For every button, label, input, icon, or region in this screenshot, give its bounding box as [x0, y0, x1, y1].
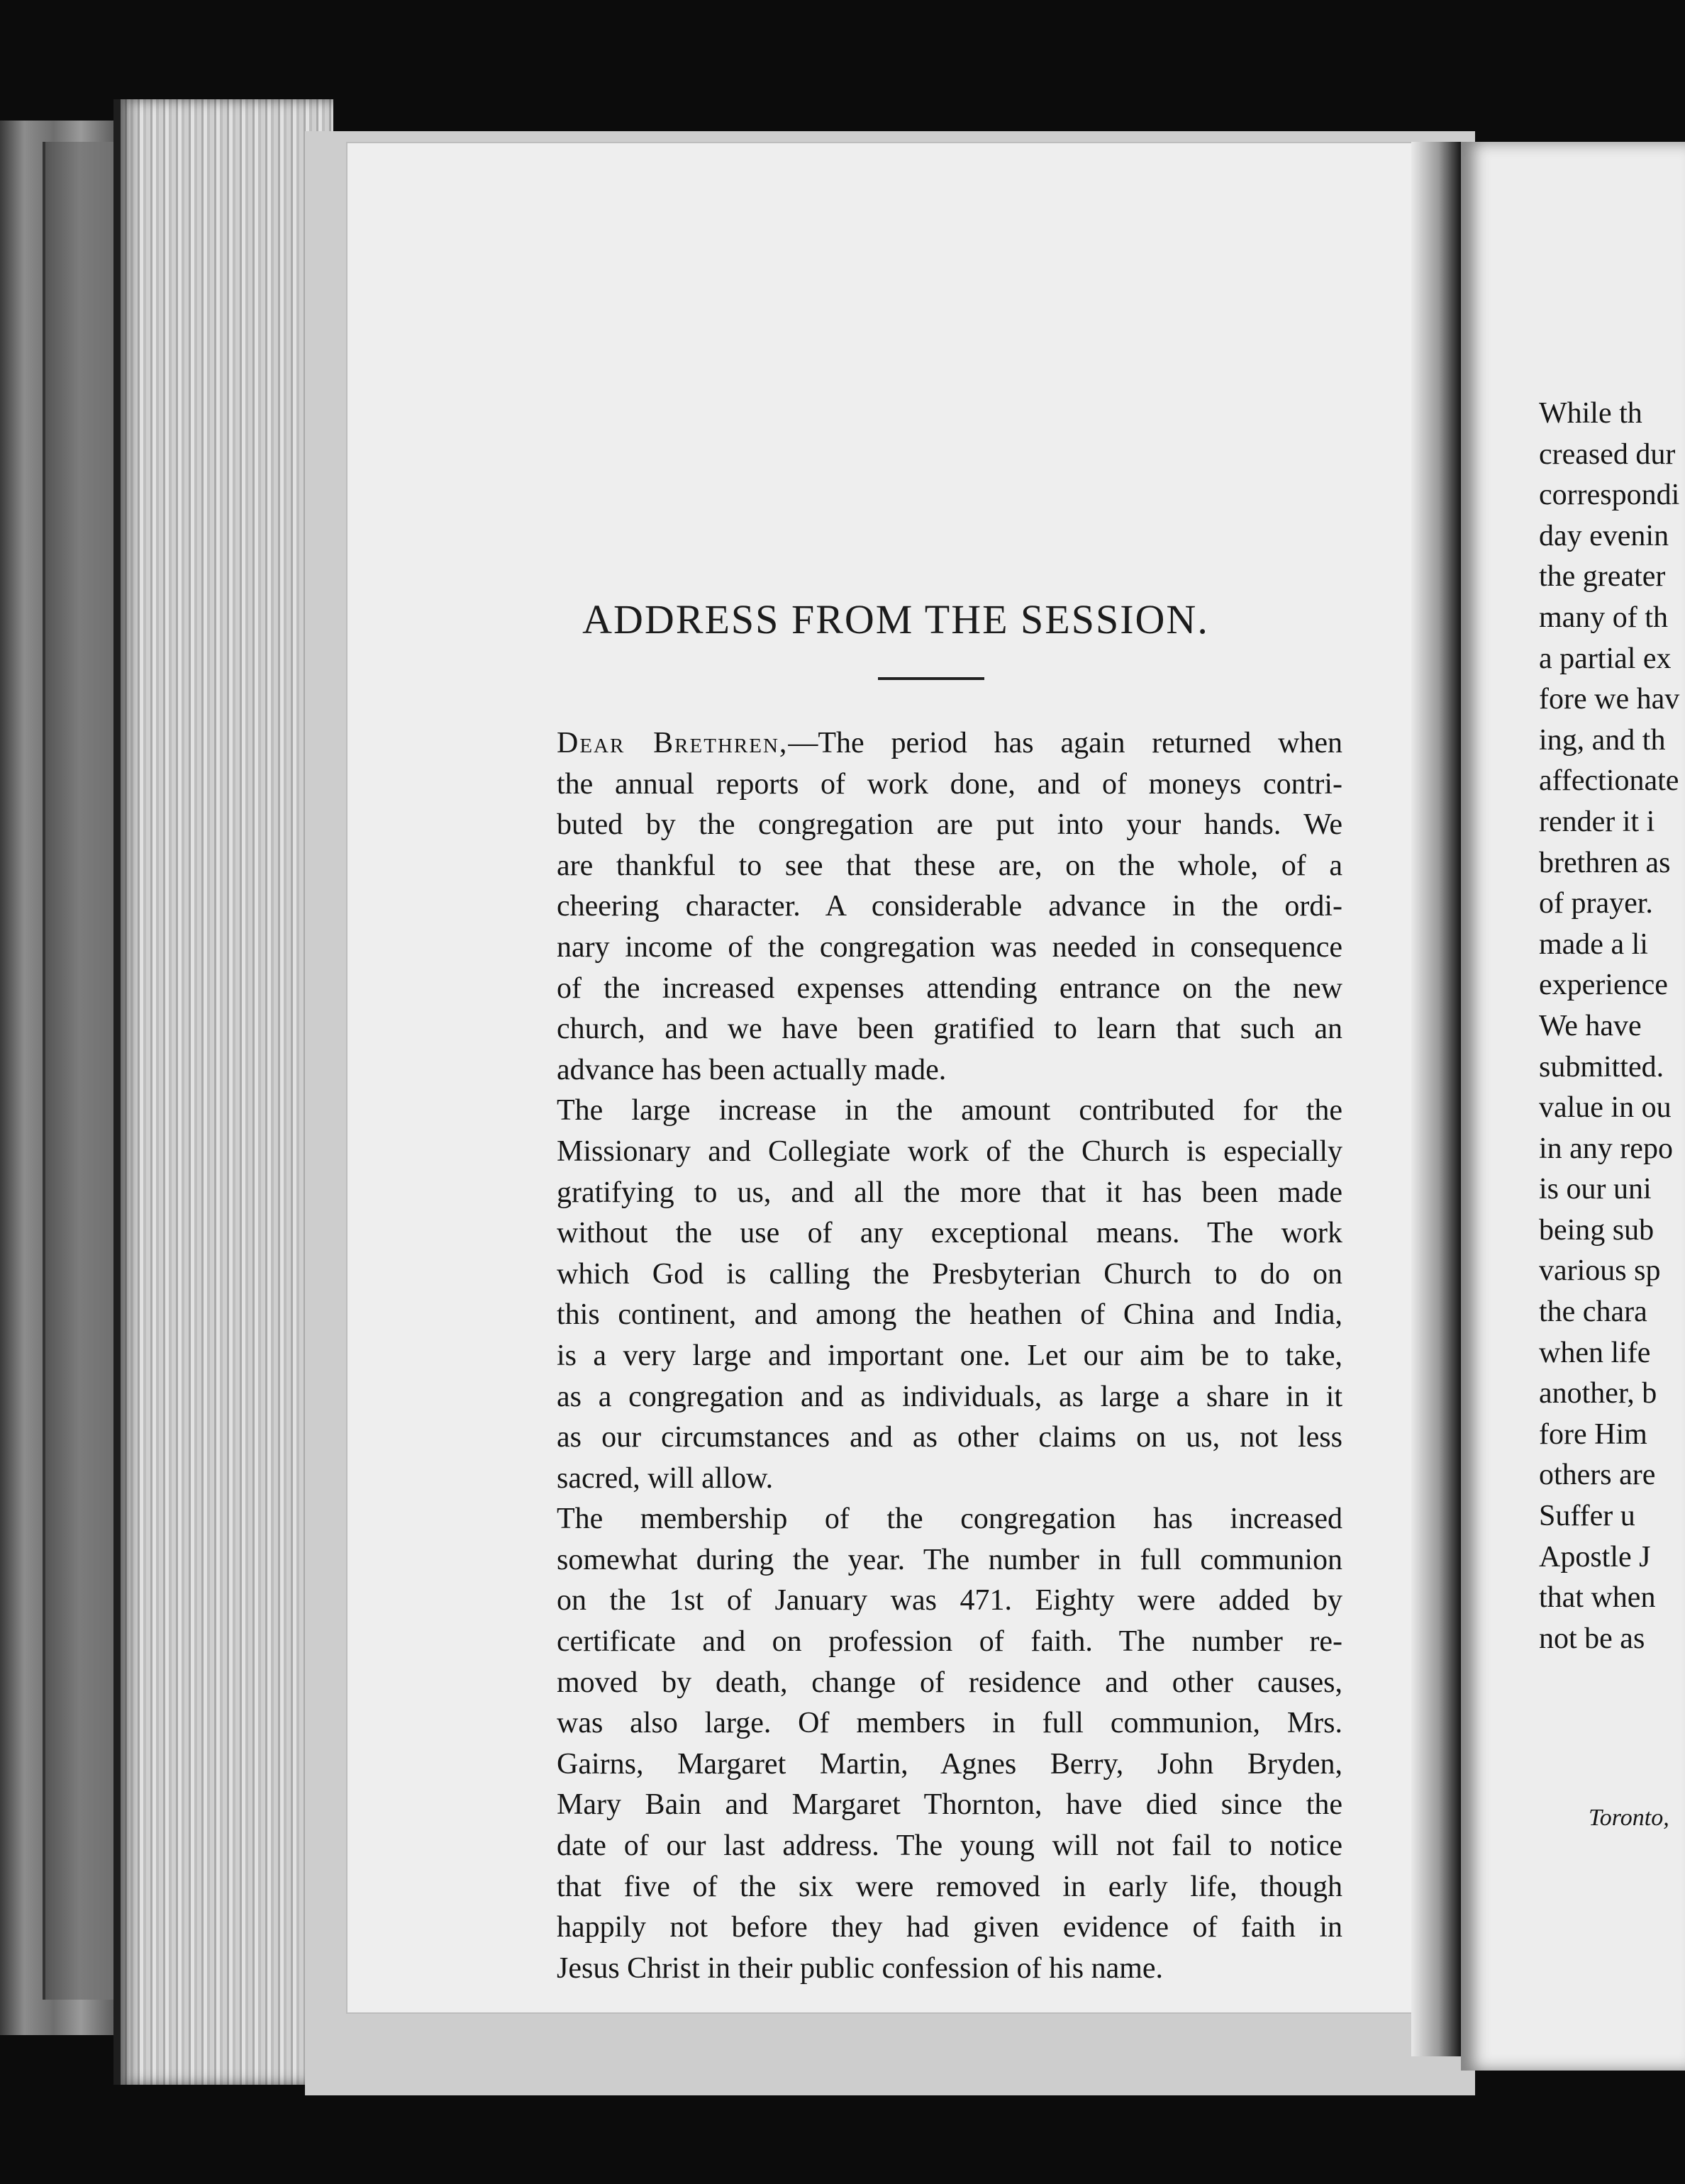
text-line: was also large. Of members in full communion, Mrs.	[557, 1707, 1342, 1740]
text-line: Gairns, Margaret Martin, Agnes Berry, John Bryden,	[557, 1747, 1342, 1781]
title-rule	[878, 677, 984, 680]
text-line: moved by death, change of residence and other causes,	[557, 1666, 1342, 1699]
page-title: ADDRESS FROM THE SESSION.	[582, 596, 1209, 642]
facing-line: render it i	[1539, 805, 1655, 838]
facing-line: various sp	[1539, 1254, 1661, 1288]
facing-signoff: Toronto,	[1589, 1805, 1669, 1831]
text-line: Missionary and Collegiate work of the Church is especially	[557, 1135, 1342, 1168]
facing-line: ing, and th	[1539, 723, 1666, 757]
facing-line: affectionate	[1539, 764, 1679, 798]
text-line: Jesus Christ in their public confession of his name.	[557, 1951, 1164, 1985]
text-line: that five of the six were removed in early life, though	[557, 1870, 1342, 1903]
page-stack-edges	[121, 99, 333, 2085]
text-line: without the use of any exceptional means. The work	[557, 1217, 1342, 1250]
left-page	[346, 142, 1445, 2014]
text-line: Mary Bain and Margaret Thornton, have died since the	[557, 1788, 1342, 1822]
text-line-content: —The period has again returned when	[788, 727, 1343, 759]
facing-line: fore we hav	[1539, 683, 1680, 716]
address-body	[520, 723, 1342, 1989]
text-line: of the increased expenses attending entrance on the new	[557, 971, 1342, 1005]
text-line: are thankful to see that these are, on the whole, of a	[557, 849, 1342, 882]
text-line: the annual reports of work done, and of moneys contri-	[557, 767, 1342, 801]
facing-line: another, b	[1539, 1377, 1657, 1410]
facing-line: in any repo	[1539, 1132, 1673, 1165]
paragraph-3	[520, 1499, 1342, 1989]
text-line: advance has been actually made.	[557, 1053, 947, 1086]
facing-line: day evenin	[1539, 519, 1669, 552]
text-line	[520, 723, 1342, 764]
facing-line: not be as	[1539, 1622, 1645, 1655]
text-line: sacred, will allow.	[557, 1461, 774, 1495]
facing-line: We have	[1539, 1009, 1642, 1042]
text-line: as our circumstances and as other claims on us, not less	[557, 1421, 1342, 1454]
facing-line: Apostle J	[1539, 1540, 1651, 1573]
text-line: on the 1st of January was 471. Eighty were added by	[557, 1584, 1342, 1617]
facing-page-text	[1539, 394, 1679, 1659]
text-line: The membership of the congregation has increased	[557, 1503, 1342, 1536]
text-line: happily not before they had given evidence of faith in	[557, 1911, 1342, 1944]
facing-line: value in ou	[1539, 1091, 1672, 1125]
paragraph-2	[520, 1091, 1342, 1499]
facing-line: that when	[1539, 1581, 1656, 1615]
text-line: is a very large and important one. Let our aim be to take,	[557, 1339, 1342, 1372]
text-line: church, and we have been gratified to learn that such an	[557, 1013, 1342, 1046]
facing-line: Suffer u	[1539, 1500, 1635, 1533]
text-line: buted by the congregation are put into your hands. We	[557, 808, 1342, 842]
text-line: The large increase in the amount contributed for the	[557, 1094, 1342, 1127]
facing-line: the greater	[1539, 560, 1666, 594]
text-line: nary income of the congregation was needed in consequence	[557, 930, 1342, 964]
facing-line: fore Him	[1539, 1417, 1647, 1451]
text-line: somewhat during the year. The number in full communion	[557, 1543, 1342, 1576]
facing-line: While th	[1539, 397, 1642, 430]
facing-line: submitted.	[1539, 1050, 1664, 1083]
text-line: as a congregation and as individuals, as large a share in it	[557, 1380, 1342, 1413]
text-line: certificate and on profession of faith. The number re-	[557, 1625, 1342, 1659]
facing-line: correspondi	[1539, 479, 1680, 512]
facing-line: the chara	[1539, 1296, 1647, 1329]
facing-line: experience	[1539, 969, 1668, 1002]
facing-line: creased dur	[1539, 438, 1676, 471]
facing-line: when life	[1539, 1336, 1651, 1369]
text-line: gratifying to us, and all the more that it has been made	[557, 1176, 1342, 1209]
facing-line: many of th	[1539, 601, 1668, 634]
text-line: this continent, and among the heathen of China and India,	[557, 1298, 1342, 1332]
text-line: date of our last address. The young will not fail to notice	[557, 1829, 1342, 1863]
facing-page-cropped	[1461, 142, 1685, 2071]
facing-line: a partial ex	[1539, 642, 1672, 675]
facing-line: is our uni	[1539, 1173, 1652, 1206]
text-line: cheering character. A considerable advance in the ordi-	[557, 890, 1342, 923]
book-gutter	[1411, 142, 1461, 2056]
facing-line: others are	[1539, 1459, 1656, 1492]
salutation: Dear Brethren,	[557, 727, 789, 759]
facing-line: brethren as	[1539, 846, 1671, 879]
facing-line: being sub	[1539, 1213, 1655, 1247]
facing-line: made a li	[1539, 927, 1648, 961]
text-line: which God is calling the Presbyterian Church to do on	[557, 1257, 1342, 1291]
facing-line: of prayer.	[1539, 887, 1653, 920]
paragraph-1	[520, 723, 1342, 1091]
